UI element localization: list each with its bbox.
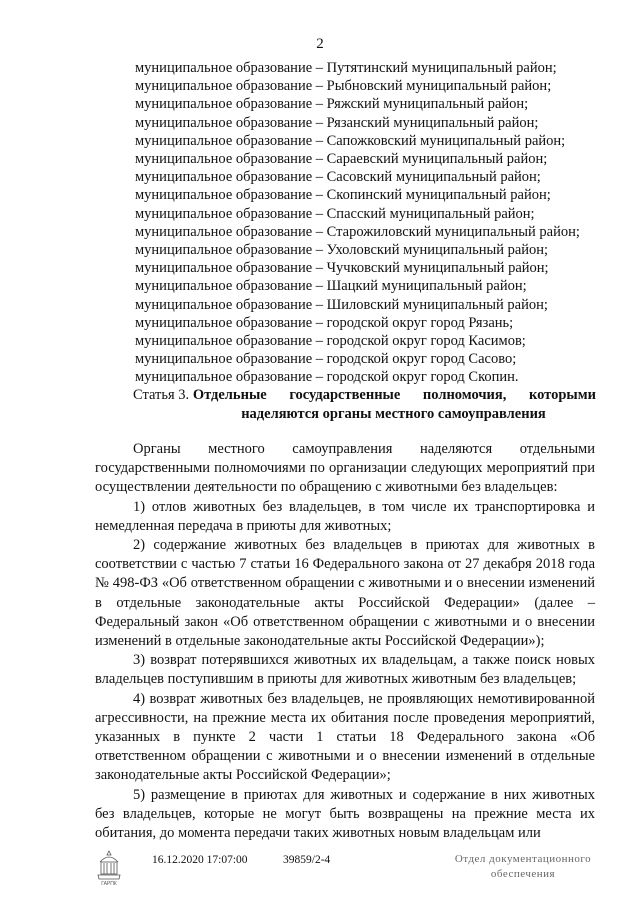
article-title-word: Отдельные	[192, 387, 267, 403]
list-item: муниципальное образование – городской округ город Рязань;	[135, 314, 514, 331]
list-item: муниципальное образование – городской округ город Сасово;	[135, 351, 517, 368]
list-item: муниципальное образование – Рязанский муниципальный район;	[135, 114, 539, 131]
logo-caption: ГАРПК	[101, 881, 117, 886]
list-item: муниципальное образование – Спасский муниципальный район;	[135, 205, 535, 222]
list-item: муниципальное образование – городской округ город Скопин.	[135, 369, 519, 386]
list-item: муниципальное образование – Шиловский муниципальный район;	[135, 296, 548, 313]
article-title-word: которыми	[528, 387, 596, 403]
stamp-line: обеспечения	[490, 868, 556, 880]
paragraph: 1) отлов животных без владельцев, в том числе их транспортировка и немедленная передача в приюты для животных;	[95, 498, 595, 534]
article-title-word: полномочия,	[422, 387, 507, 403]
emblem-logo	[95, 848, 123, 886]
article-body	[95, 440, 595, 843]
stamp-line: Отдел документационного	[454, 853, 592, 865]
department-stamp	[448, 852, 598, 882]
timestamp: 16.12.2020 17:07:00	[152, 854, 248, 866]
paragraph: Органы местного самоуправления наделяются отдельными государственными полномочиями по организации следующих мероприятий при осуществлении деятельности по обращению с животными без владельцев:	[95, 441, 595, 496]
paragraph: 2) содержание животных без владельцев в приютах для животных в соответствии с частью 7 статьи 16 Федерального закона от 27 декабря 2018 года № 498-ФЗ «Об ответственном обращении с животными и о внесении изменений в отдельные законодательные акты Российской Федерации» (далее – Федеральный закон «Об ответственном обращении с животными и о внесении изменений в отдельные законодательные акты Российской Федерации»);	[95, 537, 595, 650]
list-item: муниципальное образование – Чучковский муниципальный район;	[135, 260, 549, 277]
list-item: муниципальное образование – Сапожковский муниципальный район;	[135, 132, 566, 149]
list-item: муниципальное образование – Рыбновский муниципальный район;	[135, 78, 552, 95]
list-item: муниципальное образование – Шацкий муниципальный район;	[135, 278, 527, 295]
municipality-list	[135, 59, 595, 387]
list-item: муниципальное образование – городской округ город Касимов;	[135, 333, 526, 350]
article-label: Статья 3.	[133, 387, 190, 403]
paragraph: 5) размещение в приютах для животных и содержание в них животных без владельцев, которые не могут быть возвращены на прежние места их обитания, до момента передачи таких животных новым владельцам или	[95, 786, 595, 842]
list-item: муниципальное образование – Путятинский муниципальный район;	[135, 60, 557, 76]
paragraph: 3) возврат потерявшихся животных их владельцам, а также поиск новых владельцев поступившим в приюты для животных животным без владельцев;	[95, 652, 595, 688]
list-item: муниципальное образование – Ухоловский муниципальный район;	[135, 242, 549, 259]
list-item: муниципальное образование – Сараевский муниципальный район;	[135, 151, 548, 168]
list-item: муниципальное образование – Скопинский муниципальный район;	[135, 187, 551, 204]
page-number: 2	[316, 36, 324, 52]
article-title-word: государственные	[289, 387, 401, 403]
article-title-line2: наделяются органы местного самоуправления	[241, 406, 546, 422]
list-item: муниципальное образование – Старожиловский муниципальный район;	[135, 223, 580, 240]
article-heading	[133, 386, 596, 424]
document-number: 39859/2-4	[283, 854, 331, 866]
footer	[0, 848, 640, 905]
paragraph: 4) возврат животных без владельцев, не проявляющих немотивированной агрессивности, на прежние места их обитания после проведения мероприятий, указанных в пункте 2 части 1 статьи 18 Федерального закона «Об ответственном обращении с животными и о внесении изменений в отдельные законодательные акты Российской Федерации»;	[95, 690, 595, 784]
list-item: муниципальное образование – Ряжский муниципальный район;	[135, 96, 529, 113]
list-item: муниципальное образование – Сасовский муниципальный район;	[135, 169, 541, 186]
